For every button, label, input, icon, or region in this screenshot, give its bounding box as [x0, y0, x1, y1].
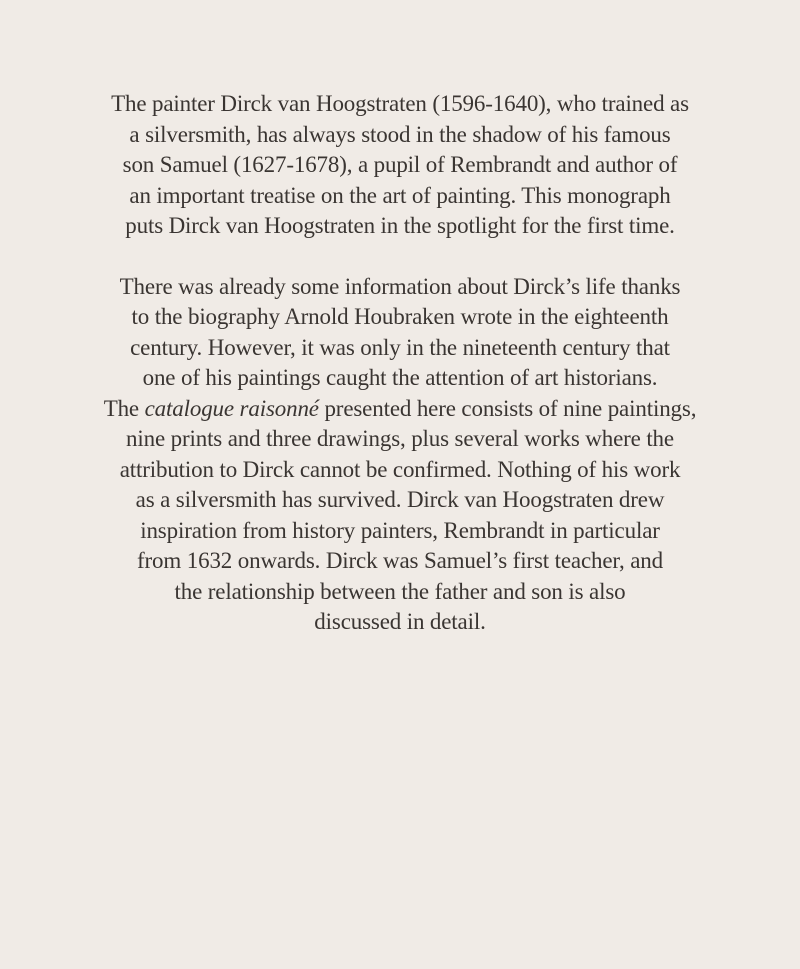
- text-line: inspiration from history painters, Rembrandt in particular: [140, 517, 660, 543]
- text-line: [40, 394, 760, 425]
- description-paragraph-2: [40, 272, 760, 638]
- text-line: as a silversmith has survived. Dirck van Hoogstraten drew: [135, 487, 665, 512]
- text-line: discussed in detail.: [314, 609, 486, 634]
- text-line: to the biography Arnold Houbraken wrote in the eighteenth: [131, 304, 669, 329]
- text-line: century. However, it was only in the nineteenth century that: [130, 334, 670, 360]
- text-line: from 1632 onwards. Dirck was Samuel’s first teacher, and: [137, 548, 663, 573]
- text-line: puts Dirck van Hoogstraten in the spotlight for the first time.: [125, 213, 675, 238]
- text-line: The painter Dirck van Hoogstraten (1596-1640), who trained as: [111, 91, 689, 116]
- text-segment: The: [103, 395, 145, 421]
- text-line: a silversmith, has always stood in the shadow of his famous: [129, 121, 671, 147]
- text-line: There was already some information about Dirck’s life thanks: [119, 273, 681, 299]
- text-line: nine prints and three drawings, plus several works where the: [126, 426, 674, 451]
- description-paragraph-1: [40, 89, 760, 242]
- text-line: one of his paintings caught the attention of art historians.: [142, 365, 658, 390]
- text-line: an important treatise on the art of painting. This monograph: [129, 182, 671, 208]
- text-line: attribution to Dirck cannot be confirmed. Nothing of his work: [119, 456, 681, 482]
- catalogue-raisonne-italic: catalogue raisonné: [144, 395, 319, 421]
- text-line: son Samuel (1627-1678), a pupil of Rembrandt and author of: [122, 152, 678, 177]
- text-segment: presented here consists of nine paintings,: [318, 395, 697, 421]
- book-description: [40, 89, 760, 638]
- text-line: the relationship between the father and son is also: [174, 578, 626, 604]
